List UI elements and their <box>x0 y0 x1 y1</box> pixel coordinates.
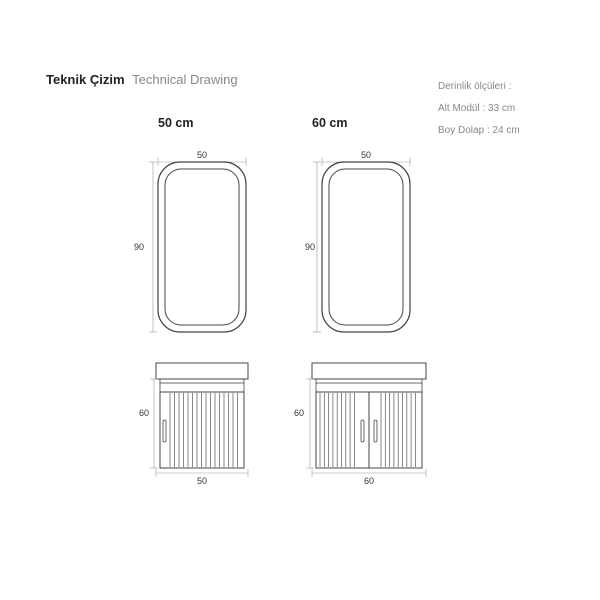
cabinet-60 <box>294 363 426 486</box>
cabinet-50-handle <box>163 420 166 442</box>
mirror-60-outer-frame <box>322 162 410 332</box>
cabinet-60-sink <box>312 363 426 379</box>
mirror-60-dimensions <box>313 158 410 332</box>
mirror-50-dimensions <box>149 158 246 332</box>
cabinet-50-flutes <box>170 393 238 467</box>
mirror-60-height-label: 90 <box>304 242 316 252</box>
mirror-60 <box>305 150 410 332</box>
cabinet-50-sink <box>156 363 248 379</box>
depth-line-tall-cabinet: Boy Dolap : 24 cm <box>438 125 520 136</box>
mirror-50 <box>134 150 246 332</box>
cabinet-50 <box>139 363 248 486</box>
cabinet-60-flutes <box>320 393 415 467</box>
cabinet-60-height-label: 60 <box>293 408 305 418</box>
mirror-50-width-label: 50 <box>196 150 208 160</box>
cabinet-60-handle-right <box>374 420 377 442</box>
depth-heading: Derinlik ölçüleri : <box>438 81 512 92</box>
title-bold: Teknik Çizim <box>46 72 125 87</box>
mirror-50-outer-frame <box>158 162 246 332</box>
mirror-50-height-label: 90 <box>133 242 145 252</box>
cabinet-50-width-label: 50 <box>196 476 208 486</box>
mirror-60-width-label: 50 <box>360 150 372 160</box>
cabinet-50-body <box>160 392 244 468</box>
depth-line-bottom-module: Alt Modül : 33 cm <box>438 103 516 114</box>
cabinet-50-height-label: 60 <box>138 408 150 418</box>
column-title-60: 60 cm <box>312 116 348 130</box>
title-light: Technical Drawing <box>132 72 238 87</box>
column-title-50: 50 cm <box>158 116 194 130</box>
mirror-60-inner-frame <box>329 169 403 325</box>
mirror-50-inner-frame <box>165 169 239 325</box>
cabinet-60-handle-left <box>361 420 364 442</box>
cabinet-60-width-label: 60 <box>363 476 375 486</box>
